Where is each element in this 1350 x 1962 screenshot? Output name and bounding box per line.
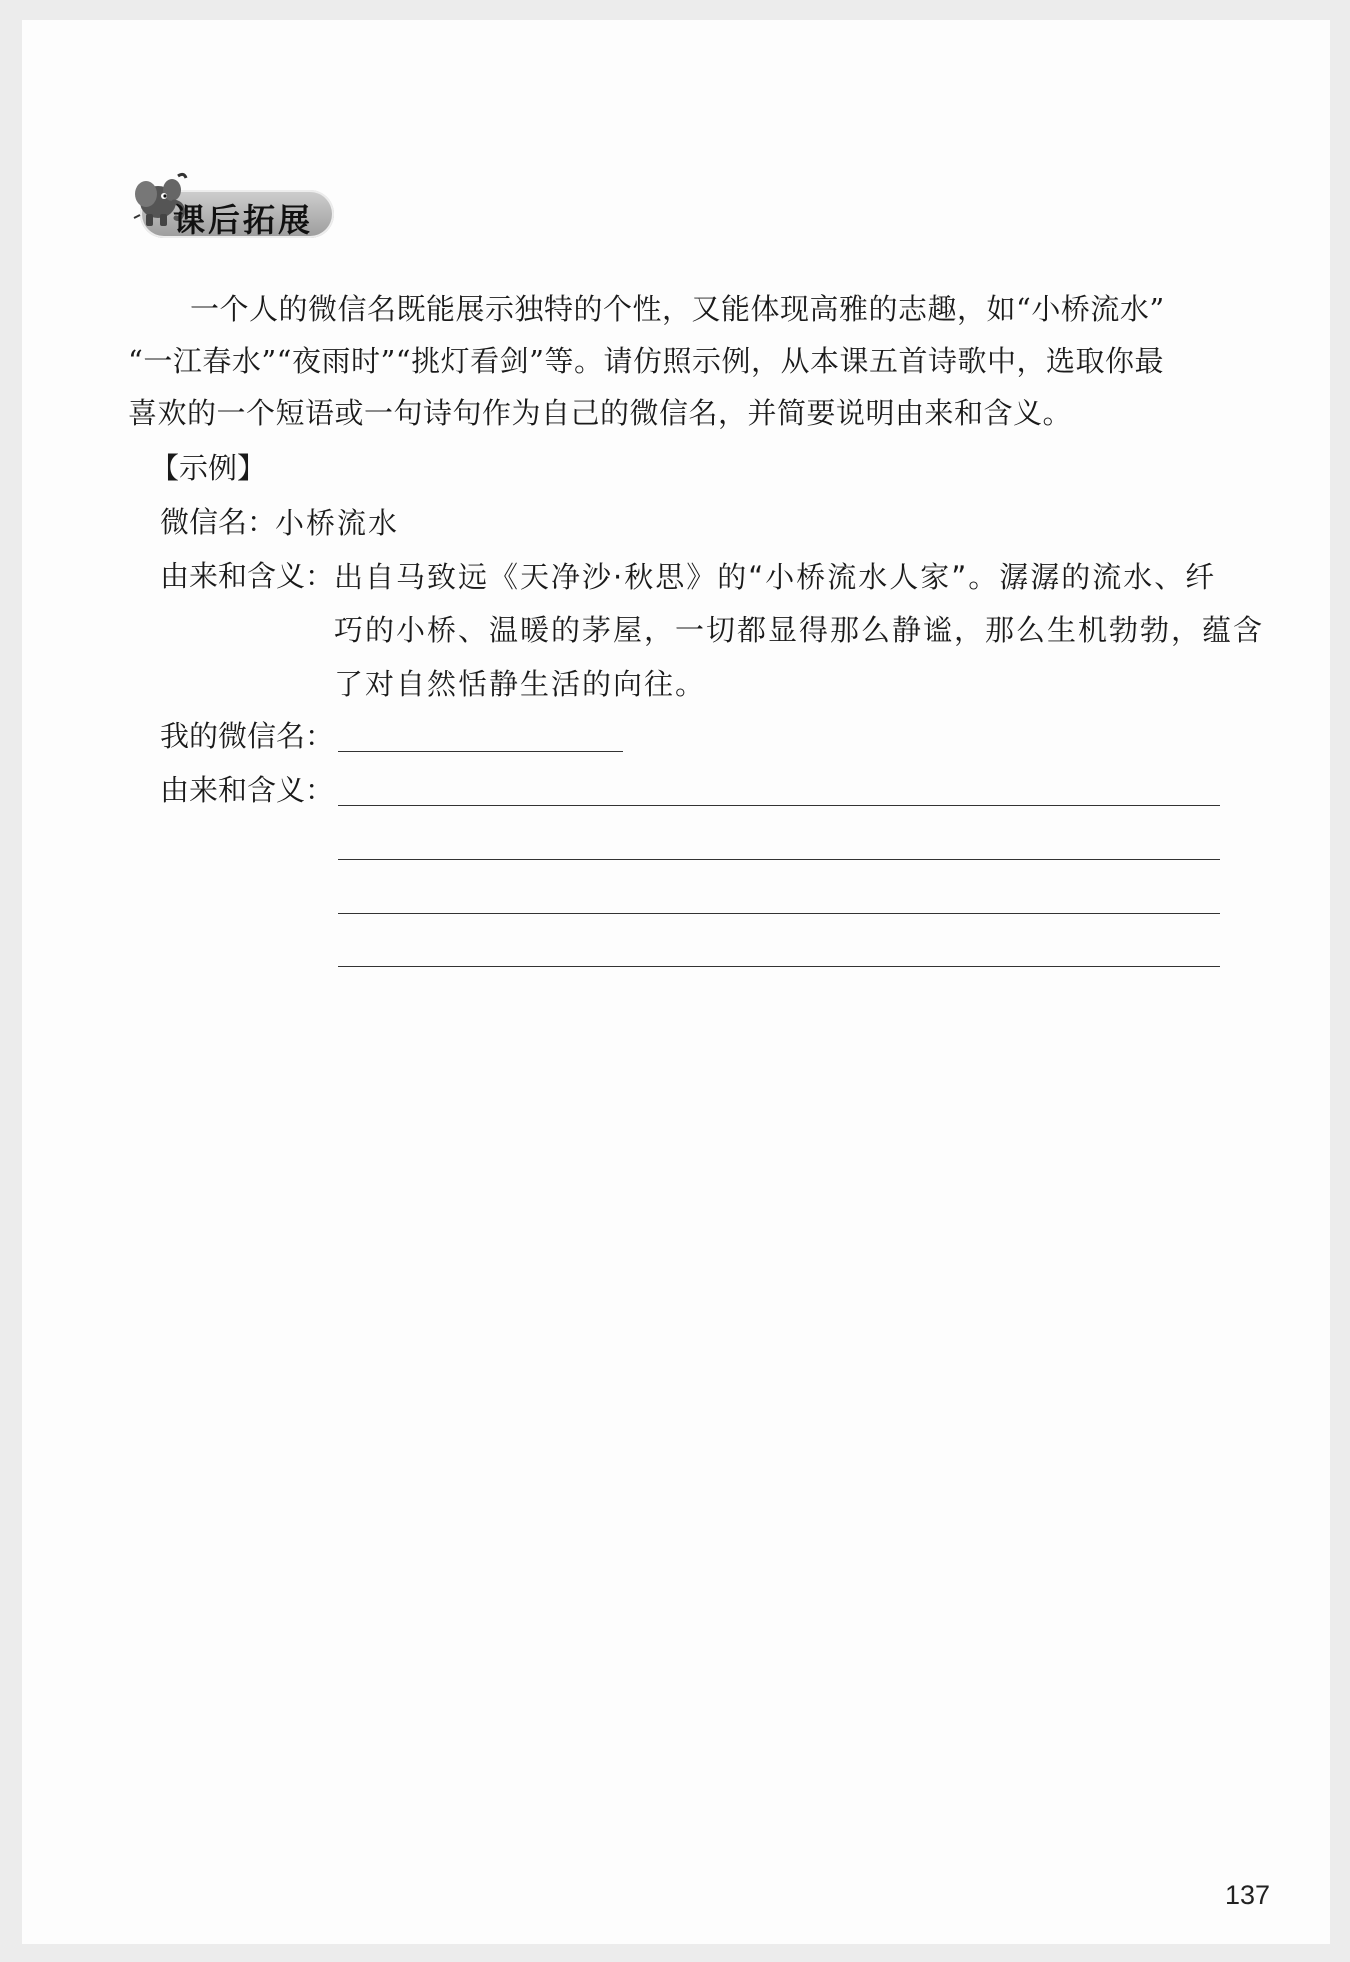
intro-line-1: 一个人的微信名既能展示独特的个性，又能体现高雅的志趣，如“小桥流水” [190, 292, 1165, 326]
my-meaning-blank-1[interactable] [338, 805, 1220, 806]
my-meaning-label: 由来和含义： [160, 773, 335, 807]
example-meaning-line-1: 出自马致远《天净沙·秋思》的“小桥流水人家”。潺潺的流水、纤 [334, 560, 1217, 594]
my-name-label: 我的微信名： [160, 719, 335, 753]
intro-line-2: “一江春水”“夜雨时”“挑灯看剑”等。请仿照示例，从本课五首诗歌中，选取你最 [128, 344, 1164, 378]
my-meaning-blank-3[interactable] [338, 913, 1220, 914]
intro-line-3: 喜欢的一个短语或一句诗句作为自己的微信名，并简要说明由来和含义。 [128, 396, 1073, 430]
example-meaning-line-3: 了对自然恬静生活的向往。 [334, 667, 707, 701]
my-meaning-blank-4[interactable] [338, 966, 1220, 967]
example-name-label: 微信名： [160, 505, 277, 539]
example-name-value: 小桥流水 [275, 506, 400, 540]
section-title: 课后拓展 [173, 201, 314, 239]
example-meaning-label: 由来和含义： [160, 559, 335, 593]
page-number: 137 [1224, 1880, 1270, 1910]
my-meaning-blank-2[interactable] [338, 859, 1220, 860]
example-heading: 【示例】 [150, 451, 267, 485]
my-name-blank[interactable] [338, 751, 623, 752]
example-meaning-line-2: 巧的小桥、温暖的茅屋，一切都显得那么静谧，那么生机勃勃，蕴含 [334, 613, 1265, 647]
section-badge [128, 168, 338, 246]
